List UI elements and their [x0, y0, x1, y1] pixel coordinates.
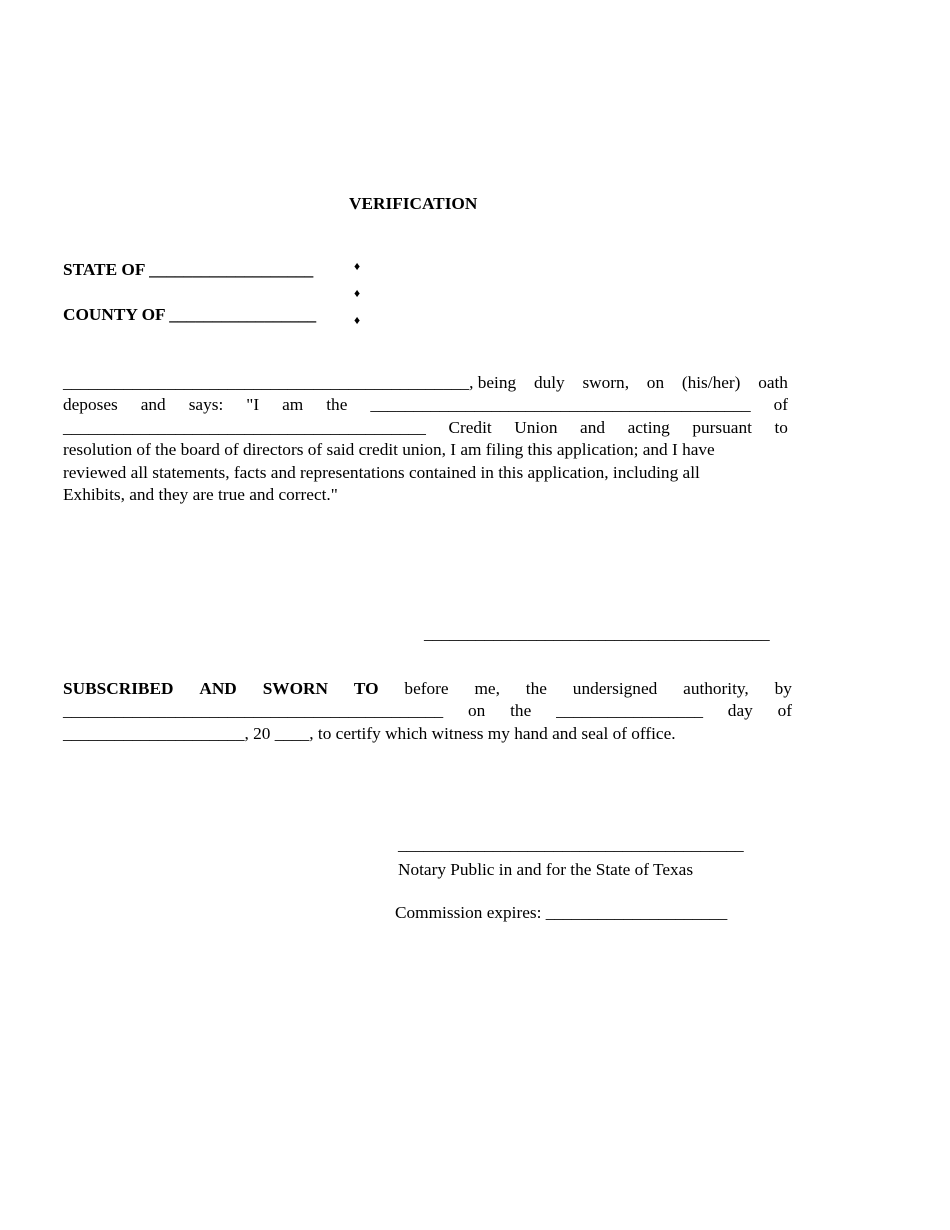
- affidavit-line: [63, 394, 788, 416]
- word: before: [404, 679, 449, 698]
- affidavit-line: [63, 462, 788, 484]
- affidavit-line: [63, 439, 788, 461]
- jurat-text: _____________________, 20 ____, to certify which witness my hand and seal of office.: [63, 723, 676, 743]
- commission-label: Commission expires:: [395, 903, 542, 922]
- word: am: [282, 395, 304, 415]
- credit-union-blank: __________________________________________: [63, 417, 426, 437]
- word: (his/her): [681, 373, 741, 392]
- word: acting: [627, 417, 670, 437]
- word: sworn,: [582, 373, 630, 392]
- diamond-icon: ♦: [354, 313, 361, 327]
- commission-blank: _____________________: [545, 903, 728, 922]
- word: me,: [474, 679, 500, 698]
- notary-title: Notary Public in and for the State of Texas: [398, 860, 694, 879]
- word: on: [468, 701, 486, 721]
- affidavit-text: resolution of the board of directors of said credit union, I am filing this application; and I have: [63, 440, 715, 460]
- county-field: [63, 305, 316, 325]
- affidavit-text: Exhibits, and they are true and correct.": [63, 485, 338, 505]
- word: pursuant: [692, 417, 752, 437]
- word: by: [774, 679, 792, 698]
- word: , being: [469, 373, 517, 392]
- word: to: [774, 417, 788, 437]
- word: deposes: [63, 395, 118, 415]
- jurat-paragraph: [63, 678, 792, 745]
- affiant-name-blank: ____________________________________________: [63, 701, 444, 721]
- county-blank: _________________: [169, 305, 317, 324]
- notary-signature-line: ________________________________________: [398, 835, 744, 854]
- word: the: [326, 395, 348, 415]
- word: the: [525, 679, 547, 698]
- affidavit-line: [63, 372, 788, 394]
- state-label: STATE OF: [63, 260, 145, 279]
- state-field: [63, 260, 313, 280]
- affidavit-line: [63, 417, 788, 439]
- word: and: [580, 417, 605, 437]
- word: on: [646, 373, 665, 392]
- jurat-heading-word: SWORN: [262, 679, 328, 698]
- affiant-signature-line: ________________________________________: [424, 624, 770, 643]
- jurat-line: [63, 700, 792, 722]
- state-blank: ___________________: [149, 260, 314, 279]
- diamond-icon: ♦: [354, 259, 361, 273]
- word: of: [777, 701, 792, 721]
- jurat-line: [63, 723, 792, 745]
- affidavit-text: reviewed all statements, facts and representations contained in this application, including all: [63, 462, 700, 482]
- word: the: [510, 701, 532, 721]
- jurat-heading-word: TO: [353, 679, 379, 698]
- word: day: [727, 701, 753, 721]
- word: authority,: [683, 679, 749, 698]
- word: and: [140, 395, 166, 415]
- commission-expires: [395, 903, 727, 923]
- word: Union: [514, 417, 558, 437]
- jurat-heading-word: AND: [199, 679, 237, 698]
- county-label: COUNTY OF: [63, 305, 165, 324]
- diamond-icon: ♦: [354, 286, 361, 300]
- position-blank: ____________________________________________: [370, 395, 751, 415]
- jurat-heading-word: SUBSCRIBED: [63, 679, 174, 698]
- page-title: VERIFICATION: [349, 194, 478, 213]
- affidavit-line: [63, 484, 788, 506]
- word: Credit: [448, 417, 492, 437]
- word: oath: [758, 373, 788, 392]
- word: undersigned: [572, 679, 658, 698]
- day-blank: _________________: [556, 701, 703, 721]
- jurat-line: [63, 678, 792, 700]
- affidavit-paragraph: [63, 372, 788, 506]
- word: says:: [188, 395, 224, 415]
- affiant-name-blank: _______________________________________________: [63, 373, 470, 392]
- word: duly: [533, 373, 565, 392]
- word: "I: [246, 395, 260, 415]
- word: of: [773, 395, 788, 415]
